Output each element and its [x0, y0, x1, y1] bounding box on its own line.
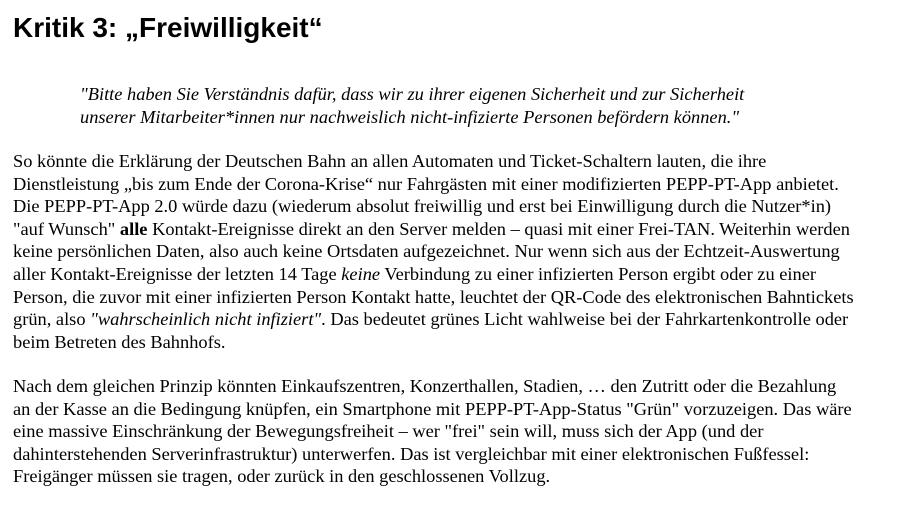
paragraph-line: beim Betreten des Bahnhofs. [13, 331, 226, 352]
body-paragraph-1 [13, 150, 918, 353]
text-run: aller Kontakt-Ereignisse der letzten 14 Tage [13, 263, 342, 284]
paragraph-line: Dienstleistung „bis zum Ende der Corona-Krise“ nur Fahrgästen mit einer modifizierten PEPP-PT-App anbietet. [13, 173, 839, 194]
paragraph-line [13, 263, 918, 286]
paragraph-line: keine persönlichen Daten, also auch keine Ortsdaten aufgezeichnet. Nur wenn sich aus der Echtzeit-Auswertung [13, 241, 840, 262]
paragraph-line: an der Kasse an die Bedingung knüpfen, ein Smartphone mit PEPP-PT-App-Status "Grün" vorzuzeigen. Das wäre [13, 398, 852, 419]
text-run: Verbindung zu einer infizierten Person ergibt oder zu einer [380, 263, 817, 284]
section-heading: Kritik 3: „Freiwilligkeit“ [13, 12, 323, 43]
quote-line: unserer Mitarbeiter*innen nur nachweislich nicht-infizierte Personen befördern können." [80, 106, 740, 127]
paragraph-line: So könnte die Erklärung der Deutschen Bahn an allen Automaten und Ticket-Schaltern lauten, die ihre [13, 151, 767, 171]
paragraph-line: dahinterstehenden Serverinfrastruktur) unterwerfen. Das ist vergleichbar mit einer elektronischen Fußfessel: [13, 443, 810, 464]
text-run: grün, also [13, 309, 91, 330]
body-paragraph-2 [13, 375, 918, 488]
text-run: "auf Wunsch" [13, 218, 120, 239]
text-run: . Das bedeutet grünes Licht wahlweise bei der Fahrkartenkontrolle oder [321, 309, 849, 330]
paragraph-line: Nach dem gleichen Prinzip könnten Einkaufszentren, Konzerthallen, Stadien, … den Zutritt oder die Bezahlung [13, 376, 837, 396]
quote-block [80, 83, 900, 128]
paragraph-line [13, 308, 918, 331]
quote-line: "Bitte haben Sie Verständnis dafür, dass wir zu ihrer eigenen Sicherheit und zur Sicherheit [80, 84, 745, 104]
text-run: Kontakt-Ereignisse direkt an den Server melden – quasi mit einer Frei-TAN. Weiterhin werden [147, 218, 850, 239]
paragraph-line [13, 218, 918, 241]
bold-emphasis: alle [119, 218, 148, 239]
italic-emphasis: "wahrscheinlich nicht infiziert" [90, 309, 322, 330]
paragraph-line: Freigänger müssen sie tragen, oder zurück in den geschlossenen Vollzug. [13, 466, 551, 487]
italic-emphasis: keine [341, 263, 381, 284]
paragraph-line: Person, die zuvor mit einer infizierten Person Kontakt hatte, leuchtet der QR-Code des elektronischen Bahntickets [13, 286, 854, 307]
paragraph-line: eine massive Einschränkung der Bewegungsfreiheit – wer "frei" sein will, muss sich der App (und der [13, 421, 764, 442]
paragraph-line: Die PEPP-PT-App 2.0 würde dazu (wiederum absolut freiwillig und erst bei Einwilligung durch die Nutzer*in) [13, 196, 832, 217]
